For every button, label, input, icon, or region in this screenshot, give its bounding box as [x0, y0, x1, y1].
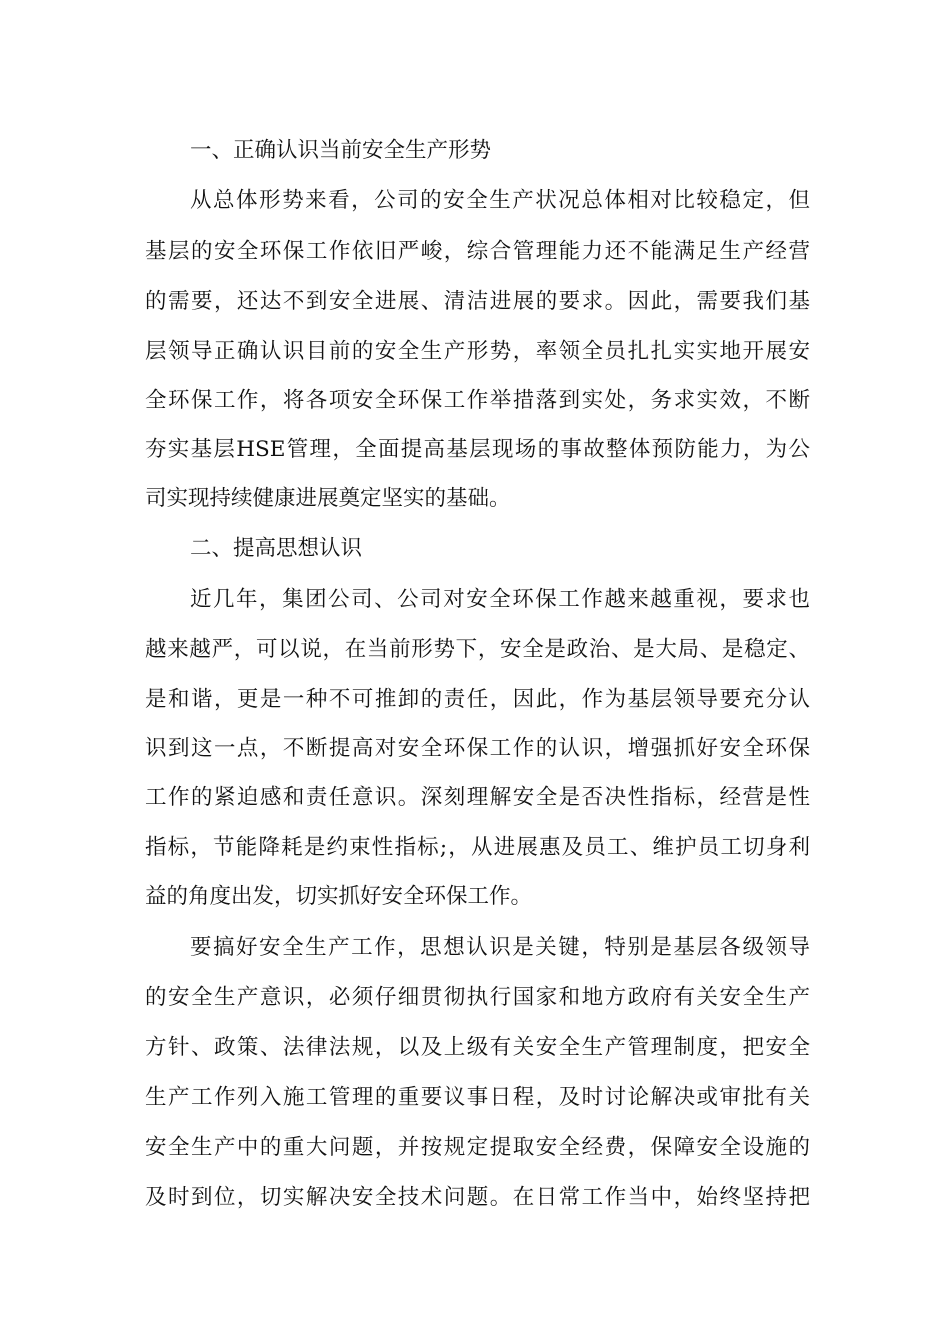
- paragraph-line: 益的角度出发，切实抓好安全环保工作。: [145, 884, 533, 909]
- paragraph-line: 工作的紧迫感和责任意识。深刻理解安全是否决性指标，经营是性: [145, 785, 810, 810]
- paragraph-line: 基层的安全环保工作依旧严峻，综合管理能力还不能满足生产经营: [145, 239, 810, 264]
- section-heading-1: 一、正确认识当前安全生产形势: [190, 138, 492, 163]
- paragraph-line: 的安全生产意识，必须仔细贯彻执行国家和地方政府有关安全生产: [145, 985, 810, 1010]
- paragraph-line: 越来越严，可以说，在当前形势下，安全是政治、是大局、是稳定、: [145, 637, 810, 662]
- paragraph-line: 夯实基层HSE管理，全面提高基层现场的事故整体预防能力，为公: [145, 437, 810, 462]
- paragraph-line: 全环保工作，将各项安全环保工作举措落到实处，务求实效，不断: [145, 388, 810, 413]
- paragraph-line: 层领导正确认识目前的安全生产形势，率领全员扎扎实实地开展安: [145, 339, 810, 364]
- paragraph-line: 是和谐，更是一种不可推卸的责任，因此，作为基层领导要充分认: [145, 687, 810, 712]
- paragraph-line: 近几年，集团公司、公司对安全环保工作越来越重视，要求也: [190, 587, 810, 612]
- paragraph-line: 及时到位，切实解决安全技术问题。在日常工作当中，始终坚持把: [145, 1185, 810, 1210]
- paragraph-line: 要搞好安全生产工作，思想认识是关键，特别是基层各级领导: [190, 935, 810, 960]
- paragraph-line: 指标，节能降耗是约束性指标;，从进展惠及员工、维护员工切身利: [145, 835, 810, 860]
- paragraph-line: 识到这一点，不断提高对安全环保工作的认识，增强抓好安全环保: [145, 736, 810, 761]
- paragraph-line: 安全生产中的重大问题，并按规定提取安全经费，保障安全设施的: [145, 1135, 810, 1160]
- paragraph-line: 方针、政策、法律法规，以及上级有关安全生产管理制度，把安全: [145, 1035, 810, 1060]
- paragraph-line: 从总体形势来看，公司的安全生产状况总体相对比较稳定，但: [190, 188, 810, 213]
- section-heading-2: 二、提高思想认识: [190, 536, 363, 561]
- paragraph-line: 司实现持续健康进展奠定坚实的基础。: [145, 486, 511, 511]
- paragraph-line: 生产工作列入施工管理的重要议事日程，及时讨论解决或审批有关: [145, 1085, 810, 1110]
- paragraph-line: 的需要，还达不到安全进展、清洁进展的要求。因此，需要我们基: [145, 289, 810, 314]
